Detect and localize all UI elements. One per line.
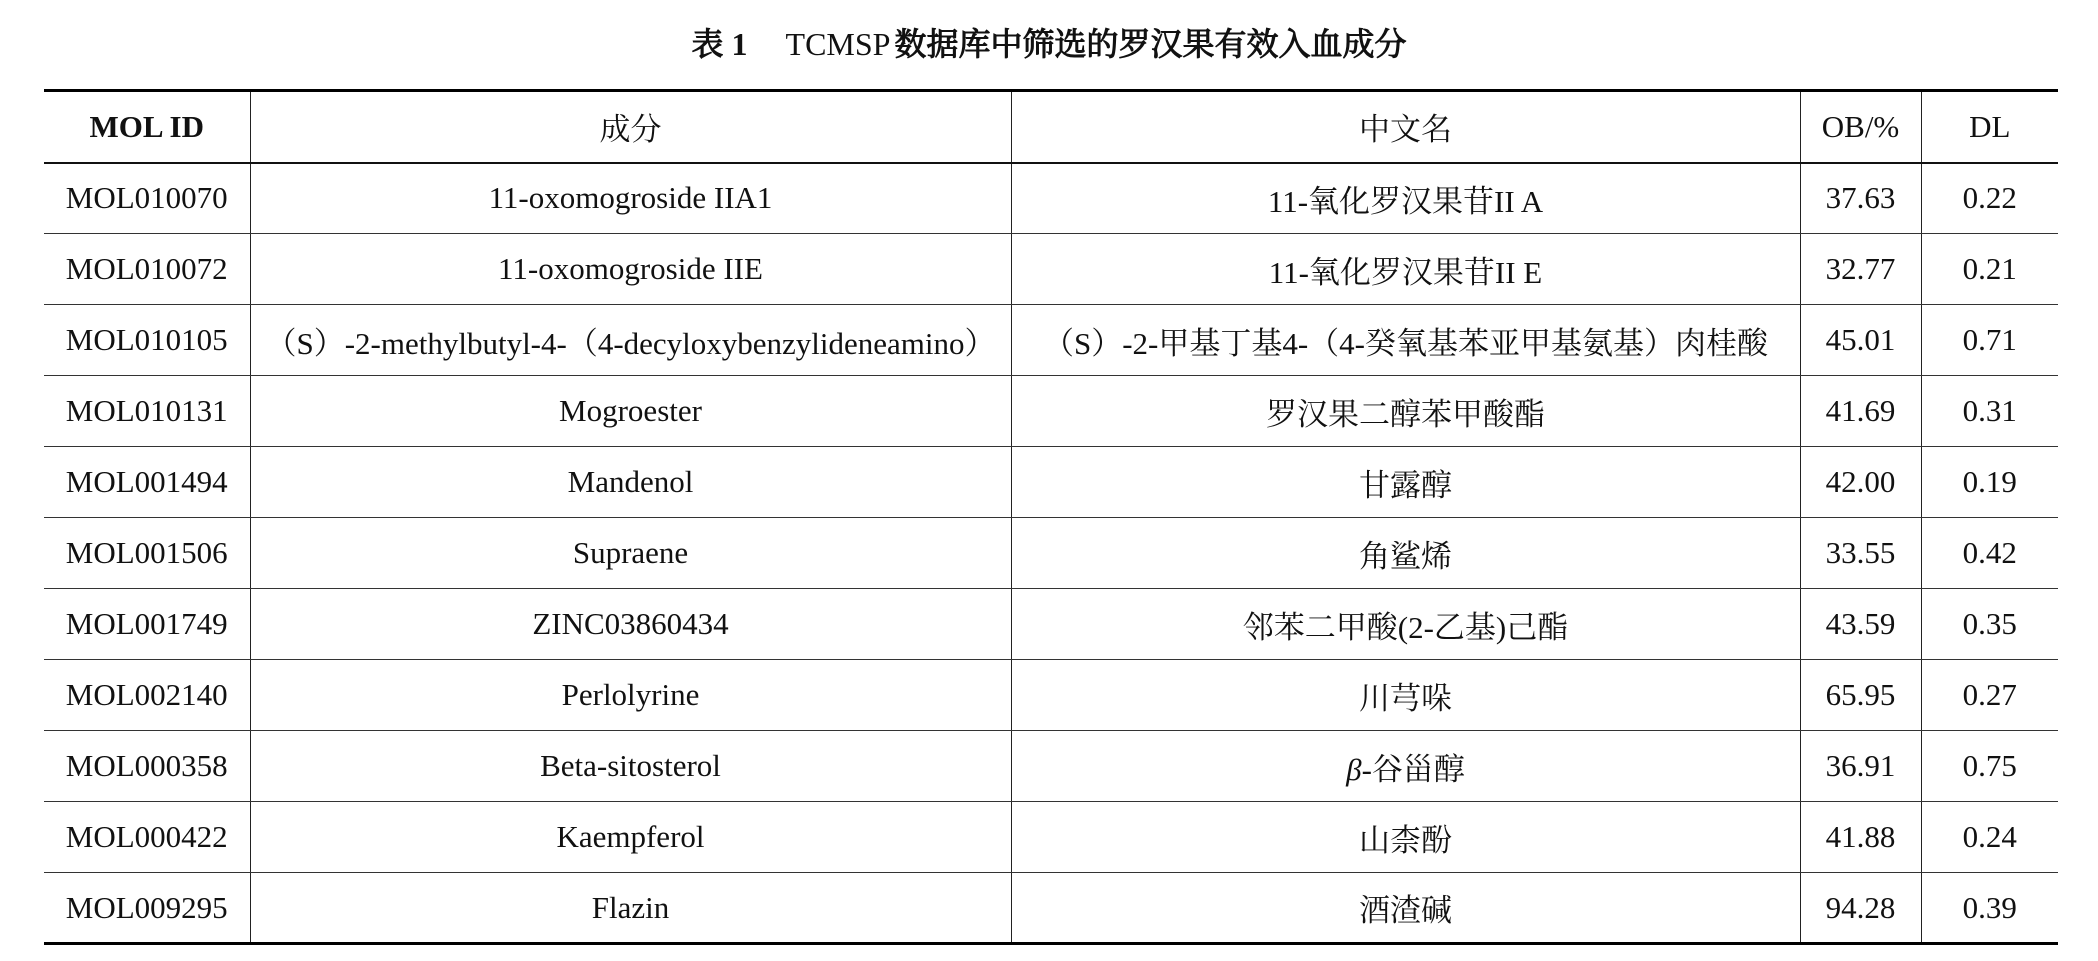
mol-id-cell: MOL010072 [44,234,250,305]
ingredient-cell: Mandenol [250,447,1011,518]
mol-id-cell: MOL000358 [44,731,250,802]
chinese-name-prefix: β [1346,751,1362,787]
chinese-name-text: （S）-2-甲基丁基4-（4-癸氧基苯亚甲基氨基）肉桂酸 [1042,325,1769,361]
chinese-name-text: 川芎哚 [1359,680,1452,716]
ingredient-cell: Mogroester [250,376,1011,447]
mol-id-cell: MOL001506 [44,518,250,589]
mol-id-cell: MOL002140 [44,660,250,731]
dl-cell: 0.22 [1921,163,2058,234]
chinese-name-text: 11-氧化罗汉果苷II E [1268,254,1543,290]
header-chinese-name: 中文名 [1011,91,1800,163]
table-row [44,163,2058,234]
ob-cell: 41.69 [1800,376,1921,447]
dl-cell: 0.31 [1921,376,2058,447]
ob-cell: 33.55 [1800,518,1921,589]
mol-id-cell: MOL010131 [44,376,250,447]
chinese-name-text: 邻苯二甲酸(2-乙基)己酯 [1242,609,1569,645]
chinese-name-text: 酒渣碱 [1359,893,1452,928]
table-title [0,20,2098,68]
mol-id-cell: MOL001749 [44,589,250,660]
ingredient-cell: 11-oxomogroside IIE [250,234,1011,305]
table-row [44,589,2058,660]
mol-id-cell: MOL009295 [65,889,228,925]
dl-cell: 0.39 [1921,873,2058,944]
dl-cell: 0.42 [1921,518,2058,589]
dl-cell: 0.21 [1921,234,2058,305]
header-ingredient: 成分 [250,91,1011,163]
table-row [44,234,2058,305]
header-row [44,91,2058,163]
ingredient-cell: Supraene [250,518,1011,589]
table-row [44,376,2058,447]
table-body [44,163,2058,944]
table-title-text: 数据库中筛选的罗汉果有效入血成分 [894,26,1407,62]
chinese-name-cell [1011,518,1800,589]
table-row [44,731,2058,802]
ingredient-cell: （S）-2-methylbutyl-4-（4-decyloxybenzylideneamino） [250,305,1011,376]
ingredient-cell: Kaempferol [250,802,1011,873]
chinese-name-cell [1011,731,1800,802]
header-ob: OB/% [1800,91,1921,163]
ob-cell: 32.77 [1800,234,1921,305]
ob-cell: 42.00 [1800,447,1921,518]
dl-cell: 0.19 [1921,447,2058,518]
mol-id-cell: MOL010070 [44,163,250,234]
mol-id-cell: MOL001494 [44,447,250,518]
chinese-name-cell [1011,376,1800,447]
ob-cell: 37.63 [1800,163,1921,234]
table-row [44,873,2058,944]
chinese-name-text: -谷甾醇 [1361,751,1465,787]
mol-id-cell: MOL010105 [44,305,250,376]
dl-cell: 0.71 [1921,305,2058,376]
ingredient-cell: 11-oxomogroside IIA1 [250,163,1011,234]
chinese-name-cell [1011,163,1800,234]
table-row [44,802,2058,873]
ob-cell: 45.01 [1800,305,1921,376]
chinese-name-text: 角鲨烯 [1359,538,1452,574]
table-title-abbr: TCMSP [785,26,891,62]
ob-cell: 43.59 [1800,589,1921,660]
ingredient-cell: Perlolyrine [250,660,1011,731]
table-row [44,660,2058,731]
ob-cell: 41.88 [1800,802,1921,873]
chinese-name-text: 甘露醇 [1359,467,1452,503]
dl-cell: 0.35 [1921,589,2058,660]
chinese-name-cell [1011,660,1800,731]
header-dl: DL [1921,91,2058,163]
ob-cell: 65.95 [1800,660,1921,731]
chinese-name-text: 11-氧化罗汉果苷II A [1267,183,1544,219]
chinese-name-cell [1011,447,1800,518]
ingredient-cell: Flazin [250,873,1011,944]
table-number-label: 表 1 [691,26,748,62]
mol-id-cell: MOL000422 [44,802,250,873]
dl-cell: 0.24 [1921,802,2058,873]
chinese-name-cell [1011,234,1800,305]
dl-cell: 0.27 [1921,660,2058,731]
ob-cell: 94.28 [1800,873,1921,944]
table-row [44,518,2058,589]
chinese-name-text: 山柰酚 [1359,822,1452,858]
chinese-name-cell [1011,305,1800,376]
dl-cell: 0.75 [1921,731,2058,802]
ingredient-cell: ZINC03860434 [250,589,1011,660]
ingredient-cell: Beta-sitosterol [250,731,1011,802]
ob-cell: 36.91 [1800,731,1921,802]
chinese-name-cell [1011,589,1800,660]
table-row [44,447,2058,518]
chinese-name-cell [1011,873,1800,944]
table-row [44,305,2058,376]
compound-table [44,89,2058,945]
chinese-name-cell [1011,802,1800,873]
header-mol-id: MOL ID [44,91,250,163]
chinese-name-text: 罗汉果二醇苯甲酸酯 [1266,396,1545,432]
table-header [44,91,2058,163]
